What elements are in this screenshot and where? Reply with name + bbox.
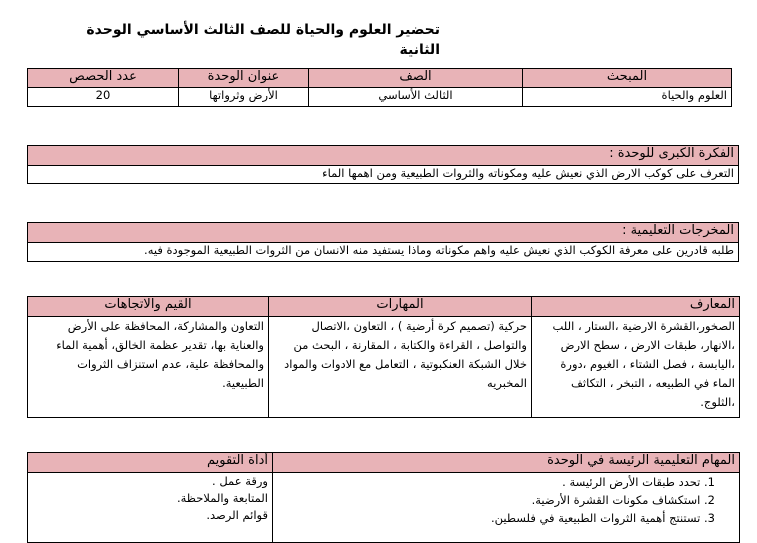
header-lesson-count: عدد الحصص [28, 69, 179, 88]
eval-tool: قوائم الرصد. [206, 508, 268, 522]
page-title: تحضير العلوم والحياة للصف الثالث الأساسي الوحدة الثانية [86, 22, 440, 58]
value-grade: الثالث الأساسي [309, 88, 523, 107]
task-item: 1. تحدد طبقات الأرض الرئيسة . [562, 475, 715, 489]
knowledge-text: الصخور،القشرة الارضية ،الستار ، اللب ،الانهار، طبقات الارض ، سطح الارض ،اليابسة ، فصل الشتاء ، الغيوم ،دورة الماء في الطبيعه ، التبخر ، التكاثف ،الثلوج. [532, 317, 740, 418]
values-text: التعاون والمشاركة، المحافظة على الأرض والعناية بها، تقدير عظمة الخالق، أهمية الماء والمحافظة علية، عدم استنزاف الثروات الطبيعية. [28, 317, 269, 418]
big-idea-table [27, 145, 739, 184]
big-idea-text: التعرف على كوكب الارض الذي نعيش عليه ومكوناته والثروات الطبيعية ومن اهمها الماء [28, 166, 739, 184]
eval-tool: المتابعة والملاحظة. [176, 491, 268, 505]
skills-text: حركية (تصميم كرة أرضية ) ، التعاون ،الاتصال والتواصل ، القراءة والكتابة ، المقارنة ، البحث من خلال الشبكة العنكبوتية ، التعامل مع الادوات والمواد المخبريه [269, 317, 532, 418]
outcomes-text: طلبه قادرين على معرفة الكوكب الذي نعيش عليه واهم مكوناته وماذا يستفيد منه الانسان من الثروات الطبيعية الموجودة فيه. [28, 243, 739, 262]
header-subject: المبحث [523, 69, 732, 88]
header-eval-tools: أداة التقويم [28, 453, 273, 473]
big-idea-heading: الفكرة الكبرى للوحدة : [28, 146, 739, 166]
header-knowledge: المعارف [532, 297, 740, 317]
header-values: القيم والاتجاهات [28, 297, 269, 317]
value-lesson-count: 20 [28, 88, 179, 107]
tasks-list [273, 473, 740, 543]
kv-table [27, 296, 740, 418]
header-tasks: المهام التعليمية الرئيسة في الوحدة [273, 453, 740, 473]
outcomes-heading: المخرجات التعليمية : [28, 223, 739, 243]
tasks-table [27, 452, 740, 543]
eval-tools-list [28, 473, 273, 543]
header-unit-title: عنوان الوحدة [179, 69, 309, 88]
value-subject: العلوم والحياة [523, 88, 732, 107]
task-item: 2. استكشاف مكونات القشرة الأرضية. [531, 493, 715, 507]
eval-tool: ورقة عمل . [212, 474, 268, 488]
outcomes-table [27, 222, 739, 262]
header-grade: الصف [309, 69, 523, 88]
task-item: 3. تستنتج أهمية الثروات الطبيعية في فلسطين. [490, 511, 715, 525]
value-unit-title: الأرض وثرواتها [179, 88, 309, 107]
header-skills: المهارات [269, 297, 532, 317]
info-table [27, 68, 732, 107]
